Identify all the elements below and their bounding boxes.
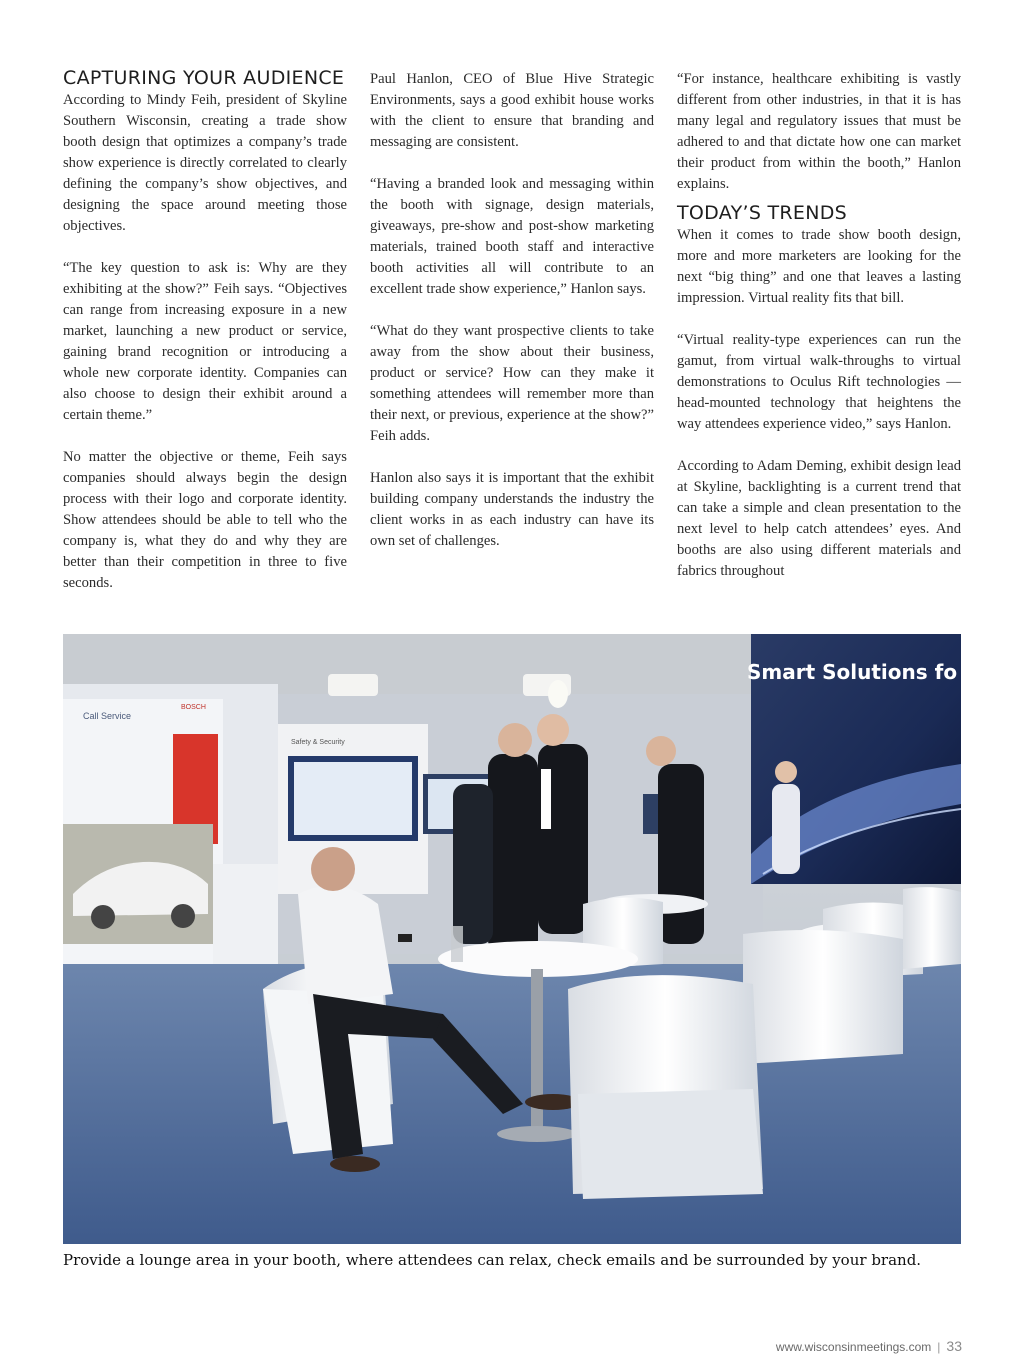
brand-label: BOSCH: [181, 704, 206, 711]
paragraph: According to Adam Deming, exhibit design lead at Skyline, backlighting is a current trend that can take a simple and clean presentation to the next level to help catch attendees’ eyes. And booths are also using different materials and fabrics throughout: [677, 458, 961, 579]
section-heading-trends: TODAY’S TRENDS: [677, 202, 848, 224]
paragraph: “Having a branded look and messaging within the booth with signage, design materials, giveaways, pre-show and post-show marketing materials, trained booth staff and interactive booth activities all will contribute to an excellent trade show experience,” Hanlon says.: [370, 176, 654, 297]
page-footer: [776, 1338, 962, 1354]
paragraph: Paul Hanlon, CEO of Blue Hive Strategic Environments, says a good exhibit house works with the client to ensure that branding and messaging are consistent.: [370, 71, 654, 150]
lounge-photo: [63, 634, 961, 1244]
paragraph: “Virtual reality-type experiences can run the gamut, from virtual walk-throughs to virtual demonstrations to Oculus Rift technologies — head-mounted technology that heightens the way attendees experience video,” says Hanlon.: [677, 332, 961, 432]
panel-label: Safety & Security: [291, 739, 345, 746]
sign-text: Smart Solutions fo: [747, 660, 958, 684]
page-number: 33: [946, 1338, 962, 1354]
paragraph: “What do they want prospective clients to take away from the show about their business, product or service? How can they make it something attendees will remember more than their next, or previous, experience at the show?” Feih adds.: [370, 323, 654, 444]
paragraph: Hanlon also says it is important that the exhibit building company understands the industry the client works in as each industry can have its own set of challenges.: [370, 470, 654, 549]
paragraph: When it comes to trade show booth design, more and more marketers are looking for the next “big thing” and one that leaves a lasting impression. Virtual reality fits that bill.: [677, 227, 961, 306]
article-column-2: [370, 69, 654, 552]
article-column-3: [677, 69, 961, 582]
service-label: Call Service: [83, 711, 132, 721]
section-heading-capturing: CAPTURING YOUR AUDIENCE: [63, 67, 345, 89]
photo-caption: Provide a lounge area in your booth, where attendees can relax, check emails and be surrounded by your brand.: [63, 1251, 922, 1269]
paragraph: “The key question to ask is: Why are they exhibiting at the show?” Feih says. “Objectives can range from increasing exposure in a new market, launching a new product or service, gaining brand recognition or introducing a whole new corporate identity. Companies can also choose to design their exhibit around a certain theme.”: [63, 260, 347, 423]
paragraph: According to Mindy Feih, president of Skyline Southern Wisconsin, creating a trade show booth design that optimizes a company’s trade show experience is directly correlated to clearly defining the company’s show objectives, and designing the space around meeting those objectives.: [63, 92, 347, 234]
article-column-1: [63, 66, 347, 594]
footer-url: www.wisconsinmeetings.com: [775, 1340, 932, 1354]
paragraph: “For instance, healthcare exhibiting is vastly different from other industries, in that it is has many legal and regulatory issues that must be adhered to and that dictate how one can market their product from within the booth,” Hanlon explains.: [677, 71, 961, 192]
footer-separator: |: [937, 1340, 941, 1354]
paragraph: No matter the objective or theme, Feih says companies should always begin the design process with their logo and corporate identity. Show attendees should be able to tell who the company is, what they do and why they are better than their competition in three to five seconds.: [63, 449, 347, 591]
